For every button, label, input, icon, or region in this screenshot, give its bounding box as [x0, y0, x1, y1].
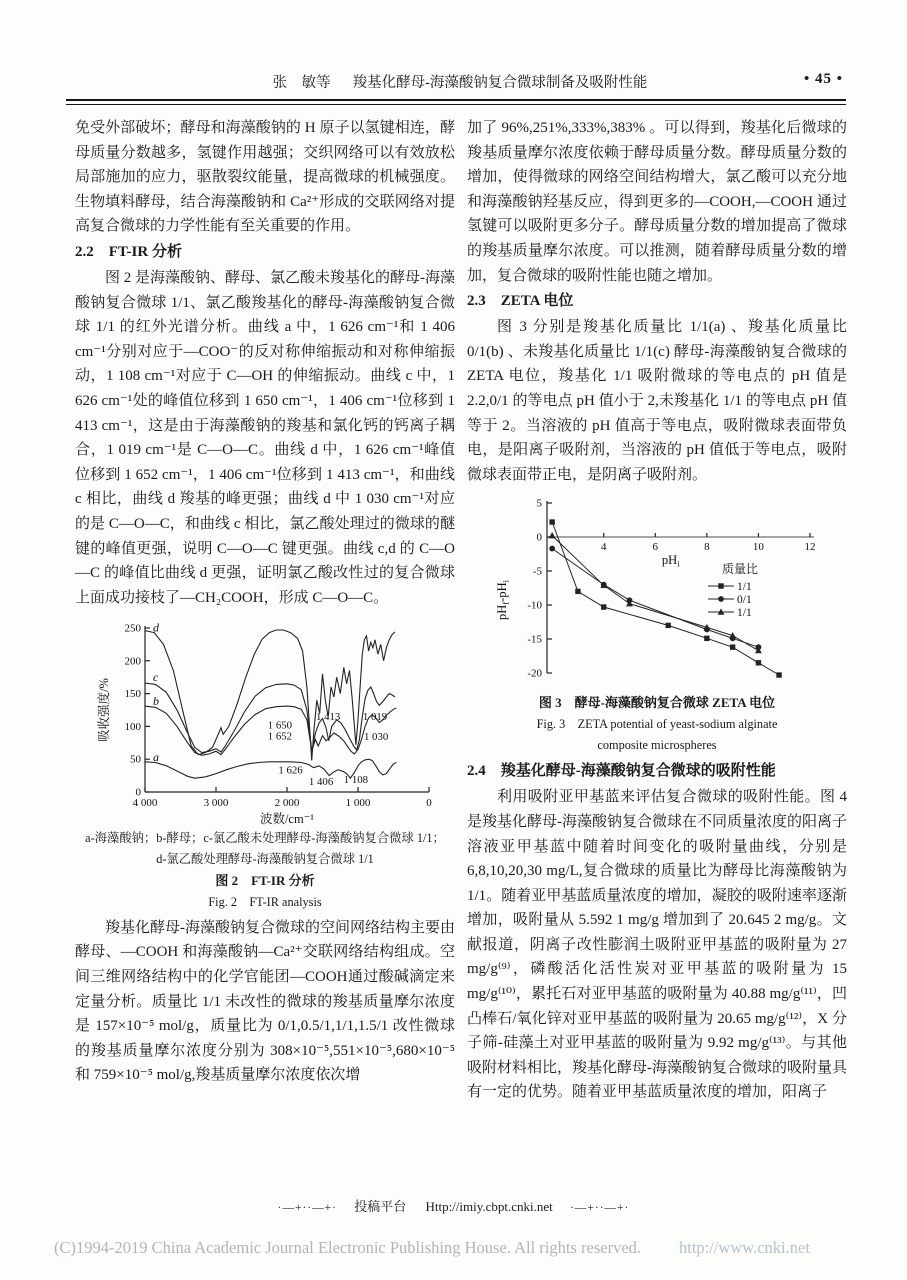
svg-text:1 650: 1 650 [267, 719, 293, 732]
footer-platform-url: Http://imiy.cbpt.cnki.net [425, 1199, 553, 1214]
svg-text:1 030: 1 030 [363, 731, 389, 744]
svg-text:d: d [153, 620, 159, 635]
ftir-chart [95, 616, 435, 828]
figure-2-key-line1: a-海藻酸钠；b-酵母；c-氯乙酸未处理酵母-海藻酸钠复合微球 1/1； [85, 831, 445, 846]
figure-2 [75, 616, 455, 913]
figure-3-title-zh: 图 3 酵母-海藻酸钠复合微球 ZETA 电位 [538, 695, 776, 711]
svg-text:0: 0 [426, 797, 432, 810]
svg-text:-15: -15 [527, 633, 542, 646]
figure-3-title-en-line1: Fig. 3 ZETA potential of yeast-sodium alginate [536, 717, 778, 732]
svg-text:1 652: 1 652 [267, 730, 293, 743]
svg-text:150: 150 [124, 688, 141, 701]
header-authors: 张 敏等 [272, 75, 331, 91]
paragraph-continuation: 加了 96%,251%,333%,383% 。可以得到，羧基化后微球的羧基质量摩尔浓度依赖于酵母质量分数。酵母质量分数的增加，使得微球的网络空间结构增大，氯乙酸可以充分地和海藻酸钠羟基反应，得到更多的—COOH,—COOH 通过氢键可以吸附更多分子。酵母质量分数的增加提高了微球的羧基质量摩尔浓度。可以推测，随着酵母质量分数的增加，复合微球的吸附性能也随之增加。 [467, 120, 847, 284]
svg-text:1 413: 1 413 [316, 711, 341, 724]
svg-text:质量比: 质量比 [721, 562, 759, 577]
svg-text:200: 200 [124, 655, 141, 668]
copyright-url: http://www.cnki.net [679, 1238, 810, 1257]
svg-text:-20: -20 [527, 667, 542, 680]
svg-text:c: c [153, 670, 159, 685]
left-column [75, 116, 455, 1088]
paragraph-adsorption: 利用吸附亚甲基蓝来评估复合微球的吸附性能。图 4 是羧基化酵母-海藻酸钠复合微球在不同质量浓度的阳离子溶液亚甲基蓝中随着时间变化的吸附量曲线，分别是 6,8,10,20,30 mg/L,复合微球的质量比为酵母比海藻酸钠为 1/1。随着亚甲基蓝质量浓度的增加，凝胶的吸附速率逐渐增加，吸附量从 5.592 1 mg/g 增加到了 20.645 2 mg/g。文献报道，阴离子改性膨润土吸附亚甲基蓝的吸附量为 27 mg/g⁽⁹⁾，磷酸活化活性炭对亚甲基蓝的吸附量为 15 mg/g⁽¹⁰⁾，累托石对亚甲基蓝的吸附量为 40.88 mg/g⁽¹¹⁾，凹凸棒石/氧化锌对亚甲基蓝的吸附量为 20.65 mg/g⁽¹²⁾，X 分子筛-硅藻土对亚甲基蓝的吸附量为 9.92 mg/g⁽¹³⁾。与其他吸附材料相比，羧基化酵母-海藻酸钠复合微球的吸附量具有一定的优势。随着亚甲基蓝质量浓度的增加，阳离子 [467, 789, 847, 1101]
paragraph-zeta: 图 3 分别是羧基化质量比 1/1(a) 、羧基化质量比 0/1(b) 、未羧基化质量比 1/1(c) 酵母-海藻酸钠复合微球的 ZETA 电位，羧基化 1/1 吸附微球的等电点的 pH 值是 2.2,0/1 的等电点 pH 值小于 2,未羧基化 1/1 的等电点 pH 值等于 2。当溶液的 pH 值高于等电点，吸附微球表面带负电，是阳离子吸附剂，当溶液的 pH 值低于等电点，吸附微球表面带正电，是阴离子吸附剂。 [467, 319, 847, 483]
svg-text:4: 4 [600, 541, 607, 554]
zeta-chart [492, 493, 822, 691]
figure-2-key-line2: d-氯乙酸处理酵母-海藻酸钠复合微球 1/1 [156, 851, 374, 866]
svg-text:4 000: 4 000 [132, 797, 158, 810]
section-heading-2-2: 2.2 FT-IR 分析 [75, 243, 182, 260]
svg-text:1 406: 1 406 [308, 776, 334, 789]
paragraph-continuation: 免受外部破坏；酵母和海藻酸钠的 H 原子以氢键相连，酵母质量分数越多，氢键作用越强；交织网络可以有效放松局部施加的应力，驱散裂纹能量，提高微球的机械强度。生物填料酵母，结合海藻酸钠和 Ca²⁺形成的交联网络对提高复合微球的力学性能有至关重要的作用。 [75, 120, 455, 235]
paragraph-network: 羧基化酵母-海藻酸钠复合微球的空间网络结构主要由酵母、—COOH 和海藻酸钠—Ca²⁺交联网络结构组成。空间三维网络结构中的化学官能团—COOH通过酸碱滴定来定量分析。质量比 1/1 未改性的微球的羧基质量摩尔浓度是 157×10⁻⁵ mol/g，质量比为 0/1,0.5/1,1/1,1.5/1 改性微球的羧基质量摩尔浓度分别为 308×10⁻⁵,551×10⁻⁵,680×10⁻⁵和 759×10⁻⁵ mol/g,羧基质量摩尔浓度依次增 [75, 919, 455, 1084]
svg-text:0: 0 [135, 786, 141, 799]
footer-decor-left: ·—+··—+· [277, 1202, 337, 1214]
svg-text:250: 250 [124, 622, 141, 635]
footer-platform-label: 投稿平台 [354, 1199, 407, 1214]
svg-text:吸收强度/%: 吸收强度/% [97, 678, 111, 743]
svg-text:1/1: 1/1 [737, 581, 752, 594]
svg-text:50: 50 [130, 753, 141, 766]
svg-text:1 000: 1 000 [345, 797, 371, 810]
svg-text:1 626: 1 626 [278, 764, 303, 777]
copyright-text: (C)1994-2019 China Academic Journal Electronic Publishing House. All rights reserved. [54, 1238, 642, 1257]
figure-3-title-en-line2: composite microspheres [597, 737, 717, 752]
svg-text:-5: -5 [532, 565, 542, 578]
svg-text:1 108: 1 108 [343, 774, 369, 787]
paragraph-ftir: 图 2 是海藻酸钠、酵母、氯乙酸未羧基化的酵母-海藻酸钠复合微球 1/1、氯乙酸羧基化的酵母-海藻酸钠复合微球 1/1 的红外光谱分析。曲线 a 中，1 626 cm⁻¹和 1 406 cm⁻¹分别对应于—COO⁻的反对称伸缩振动和对称伸缩振动，1 108 cm⁻¹对应于 C—OH 的伸缩振动。曲线 c 中，1 626 cm⁻¹处的峰值位移到 1 650 cm⁻¹，1 406 cm⁻¹位移到 1 413 cm⁻¹，这是由于海藻酸钠的羧基和氯化钙的钙离子耦合，1 019 cm⁻¹是 C—O—C。曲线 d 中，1 626 cm⁻¹峰值位移到 1 652 cm⁻¹，1 406 cm⁻¹位移到 1 413 cm⁻¹，和曲线 c 相比，曲线 d 羧基的峰更强；曲线 d 中 1 030 cm⁻¹对应的是 C—O—C，和曲线 c 相比，氯乙酸处理过的微球的醚键的峰值更强，说明 C—O—C 键更强。曲线 c,d 的 C—O—C 的峰值比曲线 d 更强，证明氯乙酸改性过的复合微球上面成功接枝了—CH₂COOH，形成 C—O—C。 [75, 269, 455, 606]
svg-text:pHf-pHi: $pH_f-pH_i$ [495, 580, 511, 621]
svg-text:5: 5 [536, 497, 542, 510]
svg-text:8: 8 [704, 541, 710, 554]
figure-2-title-en: Fig. 2 FT-IR analysis [208, 895, 322, 910]
header-page-number: • 45 • [803, 71, 843, 87]
svg-text:1 019: 1 019 [362, 711, 388, 724]
figure-2-title-zh: 图 2 FT-IR 分析 [215, 873, 315, 889]
svg-text:6: 6 [652, 541, 659, 554]
figure-3 [467, 493, 847, 755]
svg-text:1/1: 1/1 [737, 607, 752, 620]
svg-text:100: 100 [124, 721, 141, 734]
section-heading-2-4: 2.4 羧基化酵母-海藻酸钠复合微球的吸附性能 [467, 763, 776, 780]
svg-text:b: b [153, 694, 159, 709]
section-heading-2-3: 2.3 ZETA 电位 [467, 293, 574, 310]
svg-text:0: 0 [536, 531, 542, 544]
header-title: 羧基化酵母-海藻酸钠复合微球制备及吸附性能 [352, 75, 648, 91]
footer-decor-right: ·—+··—+· [570, 1202, 630, 1214]
page-header [75, 71, 845, 93]
right-column [467, 116, 847, 1105]
page-footer [0, 1196, 907, 1215]
svg-text:10: 10 [752, 541, 764, 554]
svg-text:12: 12 [804, 541, 816, 554]
svg-text:pHi: $pH_i$ [661, 553, 680, 569]
header-rule [66, 99, 846, 105]
svg-text:a: a [153, 750, 159, 765]
svg-text:波数/cm⁻¹: 波数/cm⁻¹ [259, 812, 315, 827]
svg-text:-10: -10 [527, 599, 542, 612]
svg-text:0/1: 0/1 [737, 594, 752, 607]
svg-text:2 000: 2 000 [274, 797, 300, 810]
svg-text:3 000: 3 000 [203, 797, 229, 810]
copyright-line [54, 1238, 874, 1258]
